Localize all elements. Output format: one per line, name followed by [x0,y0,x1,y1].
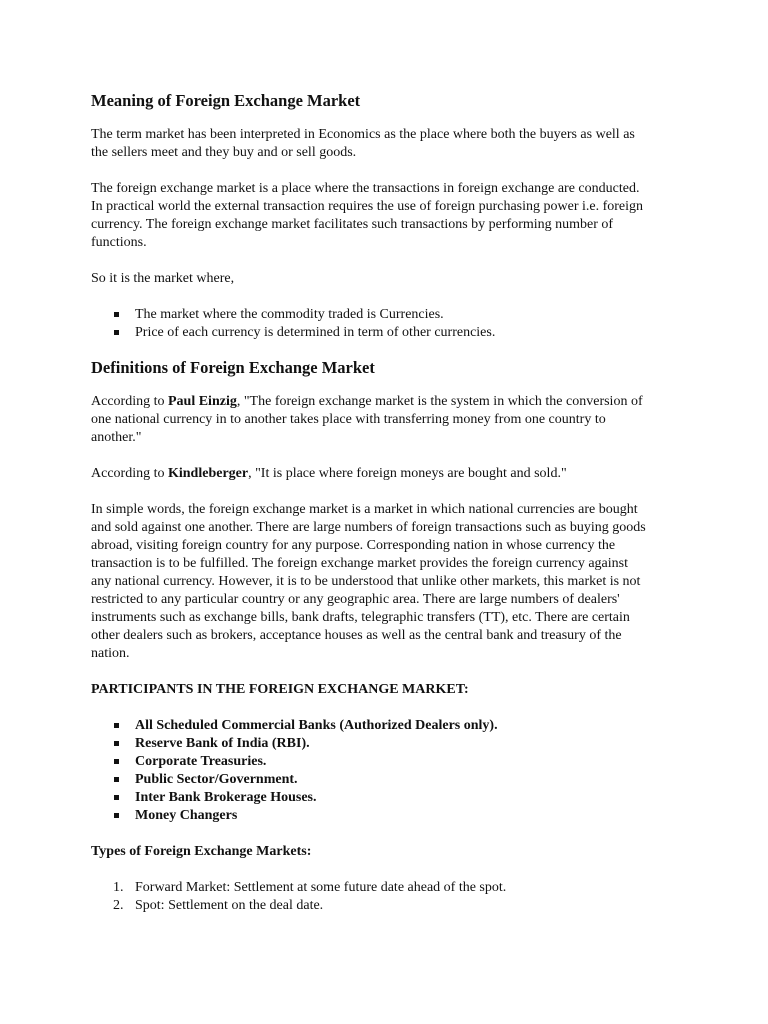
meaning-para-2: The foreign exchange market is a place where the transactions in foreign exchange are conducted. In practical world the external transaction requires the use of foreign purchasing power i.e. foreign currency. The foreign exchange market facilitates such transactions by performing number of functions. [91,181,644,250]
list-item: The market where the commodity traded is Currencies. [91,306,651,324]
types-list [91,879,651,915]
list-item: Corporate Treasuries. [91,753,651,771]
meaning-para-3: So it is the market where, [91,271,235,286]
square-bullet-icon [114,741,119,746]
square-bullet-icon [114,813,119,818]
square-bullet-icon [114,723,119,728]
participants-list [91,717,651,825]
author-name: Kindleberger [167,466,249,481]
meaning-heading: Meaning of Foreign Exchange Market [91,91,361,110]
document-content [91,90,651,915]
square-bullet-icon [114,759,119,764]
list-item: All Scheduled Commercial Banks (Authorized Dealers only). [91,717,651,735]
participants-heading: PARTICIPANTS IN THE FOREIGN EXCHANGE MARKET: [91,682,469,697]
definitions-heading: Definitions of Foreign Exchange Market [91,358,375,377]
square-bullet-icon [114,312,119,317]
list-item: Reserve Bank of India (RBI). [91,735,651,753]
simple-words-para: In simple words, the foreign exchange market is a market in which national currencies are bought and sold against one another. There are large numbers of foreign transactions such as buying goods abroad, visiting foreign country for any purpose. Corresponding nation in whose currency the transaction is to be fulfilled. The foreign exchange market provides the foreign currency against any national currency. However, it is to be understood that unlike other markets, this market is not restricted to any particular country or any geographic area. There are large numbers of dealers' instruments such as exchange bills, bank drafts, telegraphic transfers (TT), etc. There are certain other dealers such as brokers, acceptance houses as well as the central bank and treasury of the nation. [91,502,646,661]
square-bullet-icon [114,795,119,800]
list-item: 2. Spot: Settlement on the deal date. [113,898,324,913]
list-item: Inter Bank Brokerage Houses. [91,789,651,807]
meaning-para-1: The term market has been interpreted in Economics as the place where both the buyers as well as the sellers meet and they buy and or sell goods. [91,127,635,160]
author-name: Paul Einzig [167,394,237,409]
market-bullet-list [91,306,651,342]
square-bullet-icon [114,330,119,335]
list-item: Money Changers [91,807,651,825]
list-item: Public Sector/Government. [91,771,651,789]
square-bullet-icon [114,777,119,782]
definition-kindleberger: According to Kindleberger, "It is place where foreign moneys are bought and sold." [91,466,567,481]
types-heading: Types of Foreign Exchange Markets: [91,844,312,859]
list-item: 1. Forward Market: Settlement at some future date ahead of the spot. [113,880,507,895]
list-item: Price of each currency is determined in term of other currencies. [91,324,651,342]
definition-einzig: According to Paul Einzig, "The foreign exchange market is the system in which the conversion of one national currency in to another takes place with transferring money from one country to another." [91,394,643,445]
